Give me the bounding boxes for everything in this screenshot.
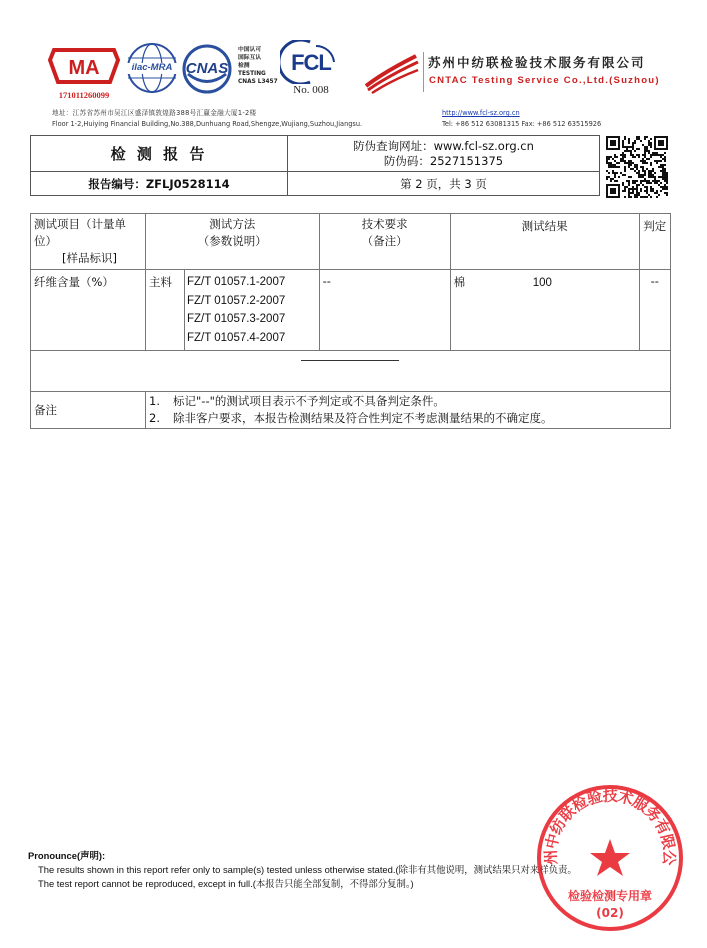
svg-text:(02): (02) [596,906,624,920]
contact-info: Tel: +86 512 63081315 Fax: +86 512 63515926 [442,120,602,128]
cnas-logo [182,44,232,94]
cntac-logo [362,50,420,94]
cma-logo [46,46,122,100]
report-number: 报告编号：ZFLJ0528114 [31,172,288,196]
remark-text: 标记"--"的测试项目表示不予判定或不具备判定条件。 [173,394,445,408]
testing-line: CNAS L3457 [238,79,278,85]
col-header-requirement [319,214,450,270]
result-fiber-value: 100 [532,277,552,289]
header-divider [423,52,424,92]
qr-code-icon [606,136,668,198]
cma-code: 171011260099 [58,90,110,100]
fcl-label: FCL [291,50,331,75]
cma-mark-icon [46,46,122,86]
fcl-no: No. 008 [293,84,329,96]
remarks-label: 备注 [31,392,146,429]
pronounce-line: The test report cannot be reproduced, except in full.(本报告只能全部复制，不得部分复制。) [38,878,414,889]
page-indicator: 第 2 页，共 3 页 [288,172,600,196]
remark-item [149,393,667,410]
result-fiber-name: 棉 [453,275,466,289]
cell-requirement: -- [319,270,450,351]
col-header-method-line: 测试方法 [209,217,256,231]
remarks-row [31,392,671,429]
remark-text: 除非客户要求，本报告检测结果及符合性判定不考虑测量结果的不确定度。 [173,411,553,425]
method-standard: FZ/T 01057.1-2007 [187,276,286,288]
remark-item [149,410,667,427]
svg-text:MA: MA [68,57,100,79]
cell-judgement: -- [639,270,670,351]
company-name-en: CNTAC Testing Service Co.,Ltd.(Suzhou) [429,75,660,86]
address-cn: 地址：江苏省苏州市吴江区盛泽镇敦煌路388号汇赢金融大厦1-2楼 [52,109,257,117]
company-name-cn: 苏州中纺联检验技术服务有限公司 [428,55,646,70]
verify-cell [288,136,600,172]
col-header-result: 测试结果 [450,214,639,270]
ilac-label: ilac-MRA [131,62,173,73]
pronounce-line: The results shown in this report refer only to sample(s) tested unless otherwise stated.(除非有其他说明，测试结果只对来样负责。 [38,864,577,875]
remark-num: 1. [149,394,160,408]
col-header-judgement: 判定 [639,214,670,270]
col-header-item-line: 测试项目（计量单位） [34,217,126,248]
testing-line: TESTING [238,71,266,77]
testing-caption [238,46,278,86]
col-header-req-line: （备注） [361,234,408,248]
report-title: 检 测 报 告 [31,136,288,172]
col-header-method-line: （参数说明） [197,234,267,248]
method-standard: FZ/T 01057.4-2007 [187,331,286,344]
svg-text:苏州中纺联检验技术服务有限公司: 州中纺联检验技术服务有限公 [541,786,679,866]
testing-line: 检测 [238,63,250,69]
official-seal [535,783,685,933]
official-seal-icon [535,783,685,933]
table-row [31,270,671,351]
results-table [30,213,671,429]
svg-text:检验检测专用章: 检验检测专用章 [567,889,653,903]
col-header-req-line: 技术要求 [361,217,408,231]
col-header-item-line: [样品标识] [62,251,117,265]
testing-line: 中国认可 [238,47,262,53]
qr-code [606,136,668,198]
end-of-results-line [301,360,399,361]
end-row [31,351,671,392]
remarks-cell [146,392,671,429]
address-en: Floor 1-2,Huiying Financial Building,No.388,Dunhuang Road,Shengze,Wujiang,Suzhou,Jiangsu. [52,120,363,128]
cell-result [450,270,639,351]
website-link[interactable]: http://www.fcl-sz.org.cn [442,109,520,117]
cell-method-label: 主料 [146,270,185,351]
method-standard: FZ/T 01057.3-2007 [187,313,286,325]
col-header-method [146,214,320,270]
cell-item: 纤维含量（%） [31,270,146,351]
verify-url: 防伪查询网址：www.fcl-sz.org.cn [353,138,534,153]
report-header-table [30,135,600,196]
pronounce-title: Pronounce(声明): [28,850,106,861]
method-standard: FZ/T 01057.2-2007 [187,294,286,307]
col-header-item [31,214,146,270]
ilac-logo [126,42,178,94]
remark-num: 2. [149,411,160,425]
fcl-logo [280,40,340,98]
cnas-label: CNAS [185,60,229,77]
cntac-swoosh-icon [362,50,420,94]
verify-code: 防伪码：2527151375 [383,153,504,168]
testing-line: 国际互认 [238,55,262,61]
cell-methods [185,270,320,351]
